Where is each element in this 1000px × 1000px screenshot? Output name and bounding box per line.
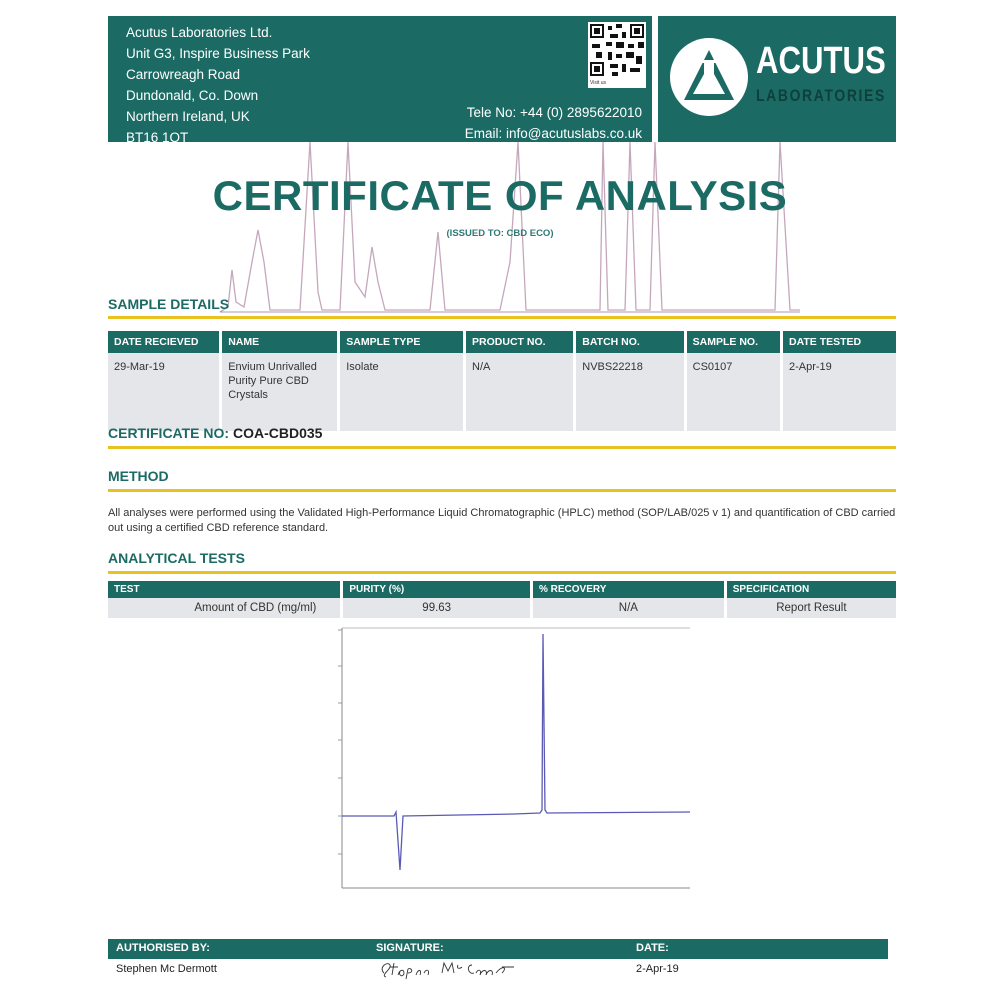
column-header: SAMPLE NO. [687,331,780,353]
table-row [108,353,896,431]
logo-name: ACUTUS [756,40,886,82]
specification-cell: Report Result [727,598,896,618]
authorisation-date: 2-Apr-19 [636,963,679,975]
address-line: BT16 1QT [126,130,189,145]
column-header: PRODUCT NO. [466,331,573,353]
certificate-number [108,425,322,441]
sample-details-table [105,331,899,431]
date-received-cell: 29-Mar-19 [108,353,219,431]
logo-subtitle: LABORATORIES [756,86,886,105]
recovery-cell: N/A [533,598,724,618]
table-header-row [108,331,896,353]
section-divider [108,316,896,319]
qr-code[interactable] [588,22,646,88]
sample-details-heading: SAMPLE DETAILS [108,296,230,312]
sample-type-cell: Isolate [340,353,463,431]
column-header: NAME [222,331,337,353]
section-divider [108,489,896,492]
table-header-row [108,581,896,598]
address-line: Carrowreagh Road [126,67,241,82]
date-tested-cell: 2-Apr-19 [783,353,896,431]
method-description: All analyses were performed using the Validated High-Performance Liquid Chromatographic (HPLC) method (SOP/LAB/025 v 1) and quantification of CBD carried out using a certified CBD reference standard. [108,507,896,534]
address-line: Unit G3, Inspire Business Park [126,46,310,61]
column-header: % RECOVERY [533,581,724,598]
lab-header-panel [108,16,652,145]
signature-label: SIGNATURE: [376,942,444,954]
authorised-by-label: AUTHORISED BY: [116,942,210,954]
batch-no-cell: NVBS22218 [576,353,683,431]
qr-code-icon [588,22,646,78]
lab-address [126,22,310,148]
issued-to: (ISSUED TO: CBD ECO) [446,228,554,239]
column-header: SAMPLE TYPE [340,331,463,353]
column-header: DATE RECIEVED [108,331,219,353]
flask-logo-icon [670,38,748,116]
date-label: DATE: [636,942,669,954]
certificate-value: COA-CBD035 [232,425,323,441]
product-no-cell: N/A [466,353,573,431]
address-line: Northern Ireland, UK [126,109,250,124]
analytical-tests-heading: ANALYTICAL TESTS [108,550,245,566]
column-header: DATE TESTED [783,331,896,353]
column-header: SPECIFICATION [727,581,896,598]
analytical-tests-table [105,581,899,618]
method-heading: METHOD [108,468,169,484]
test-name-cell: Amount of CBD (mg/ml) [108,598,340,618]
hplc-chromatogram [314,626,692,892]
purity-cell: 99.63 [343,598,530,618]
email[interactable]: Email: info@acutuslabs.co.uk [464,126,642,141]
column-header: BATCH NO. [576,331,683,353]
table-row [108,598,896,618]
address-line: Acutus Laboratories Ltd. [126,25,273,40]
sample-name-cell: Envium Unrivalled Purity Pure CBD Crystals [222,353,337,431]
telephone: Tele No: +44 (0) 2895622010 [466,105,642,120]
logo-mark [670,38,748,116]
authorised-by-value: Stephen Mc Dermott [116,963,217,975]
document-title: CERTIFICATE OF ANALYSIS [212,172,788,219]
qr-caption: Visit us [590,80,607,86]
column-header: TEST [108,581,340,598]
section-divider [108,446,896,449]
handwritten-signature [376,955,516,981]
certificate-label: CERTIFICATE NO: [108,425,230,441]
logo-panel [658,16,896,142]
section-divider [108,571,896,574]
lab-contact [465,102,642,144]
sample-no-cell: CS0107 [687,353,780,431]
column-header: PURITY (%) [343,581,530,598]
address-line: Dundonald, Co. Down [126,88,259,103]
